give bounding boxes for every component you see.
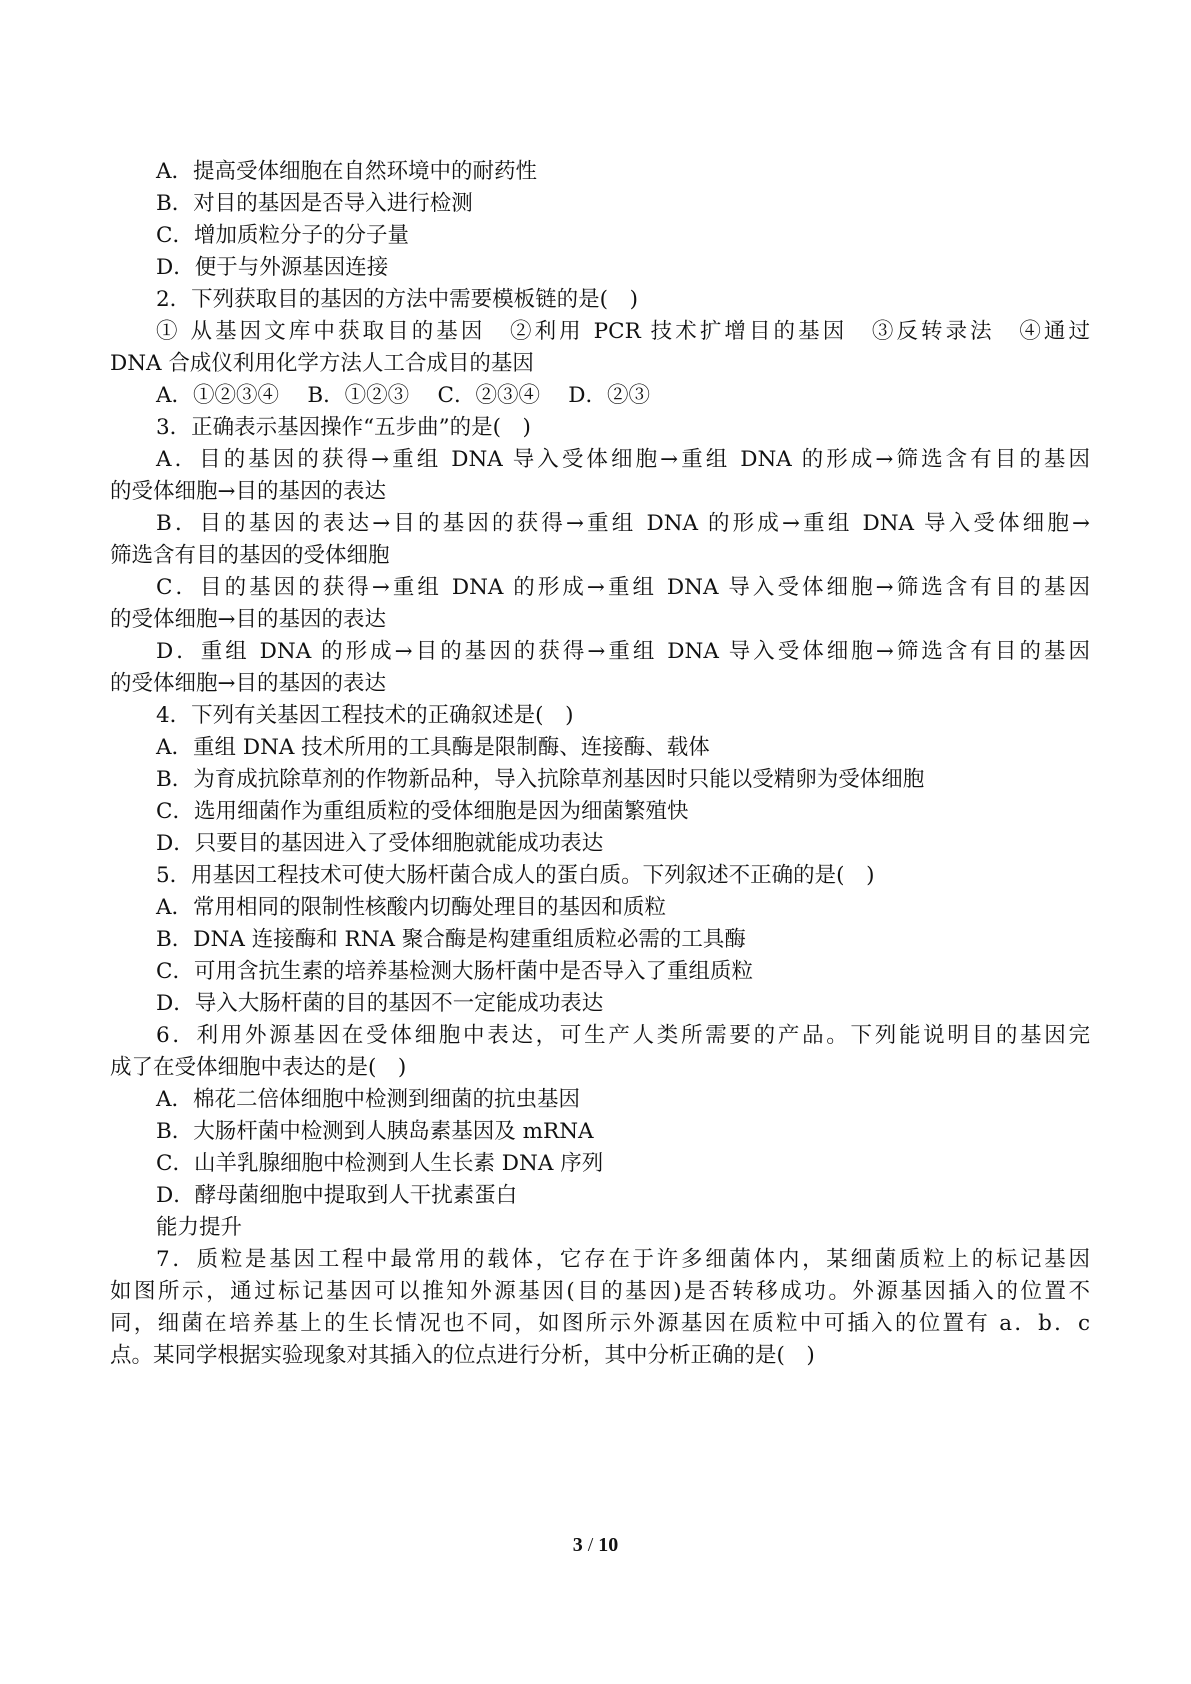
text-line: A．常用相同的限制性核酸内切酶处理目的基因和质粒: [156, 895, 667, 920]
text-line: A．目的基因的获得→重组 DNA 导入受体细胞→重组 DNA 的形成→筛选含有目的基因: [156, 447, 1090, 472]
text-line: C．目的基因的获得→重组 DNA 的形成→重组 DNA 导入受体细胞→筛选含有目的基因: [156, 575, 1090, 600]
text-line: A．提高受体细胞在自然环境中的耐药性: [156, 159, 538, 184]
text-line: 点。某同学根据实验现象对其插入的位点进行分析，其中分析正确的是( ): [110, 1343, 815, 1368]
page-number-current: 3: [572, 1534, 583, 1556]
text-line: 3．正确表示基因操作“五步曲”的是( ): [156, 415, 531, 440]
text-line: 4．下列有关基因工程技术的正确叙述是( ): [156, 703, 574, 728]
text-line: 的受体细胞→目的基因的表达: [110, 479, 387, 504]
page-number-total: 10: [598, 1534, 619, 1556]
text-line: 的受体细胞→目的基因的表达: [110, 607, 387, 632]
text-line: 7．质粒是基因工程中最常用的载体，它存在于许多细菌体内，某细菌质粒上的标记基因: [156, 1247, 1090, 1272]
text-line: B．对目的基因是否导入进行检测: [156, 191, 473, 216]
text-line: 筛选含有目的基因的受体细胞: [110, 543, 390, 568]
text-line: 2．下列获取目的基因的方法中需要模板链的是( ): [156, 287, 638, 312]
text-line: 成了在受体细胞中表达的是( ): [110, 1055, 407, 1080]
text-line: C．山羊乳腺细胞中检测到人生长素 DNA 序列: [156, 1151, 604, 1176]
text-line: A．①②③④ B．①②③ C．②③④ D．②③: [156, 383, 651, 408]
text-line: A．棉花二倍体细胞中检测到细菌的抗虫基因: [156, 1087, 581, 1112]
text-line: A．重组 DNA 技术所用的工具酶是限制酶、连接酶、载体: [156, 735, 710, 760]
text-line: C．增加质粒分子的分子量: [156, 223, 409, 248]
text-line: C．可用含抗生素的培养基检测大肠杆菌中是否导入了重组质粒: [156, 959, 753, 984]
text-line: 能力提升: [156, 1215, 243, 1240]
text-line: DNA 合成仪利用化学方法人工合成目的基因: [110, 351, 534, 376]
text-line: 的受体细胞→目的基因的表达: [110, 671, 387, 696]
page-number: [0, 1534, 1191, 1557]
text-line: D．酵母菌细胞中提取到人干扰素蛋白: [156, 1183, 518, 1208]
text-line: D．导入大肠杆菌的目的基因不一定能成功表达: [156, 991, 604, 1016]
text-line: B．目的基因的表达→目的基因的获得→重组 DNA 的形成→重组 DNA 导入受体细胞→: [156, 511, 1090, 536]
text-line: 如图所示，通过标记基因可以推知外源基因(目的基因)是否转移成功。外源基因插入的位置不: [110, 1279, 1090, 1304]
text-line: B．大肠杆菌中检测到人胰岛素基因及 mRNA: [156, 1119, 594, 1144]
page-content: [110, 156, 1090, 1372]
page-number-separator: /: [582, 1534, 599, 1556]
text-line: B．DNA 连接酶和 RNA 聚合酶是构建重组质粒必需的工具酶: [156, 927, 746, 952]
text-line: C．选用细菌作为重组质粒的受体细胞是因为细菌繁殖快: [156, 799, 689, 824]
text-line: 5．用基因工程技术可使大肠杆菌合成人的蛋白质。下列叙述不正确的是( ): [156, 863, 875, 888]
text-line: ① 从基因文库中获取目的基因 ②利用 PCR 技术扩增目的基因 ③反转录法 ④通过: [156, 319, 1090, 344]
text-line: 同，细菌在培养基上的生长情况也不同，如图所示外源基因在质粒中可插入的位置有 a．b．c: [110, 1311, 1090, 1336]
text-line: B．为育成抗除草剂的作物新品种，导入抗除草剂基因时只能以受精卵为受体细胞: [156, 767, 925, 792]
text-line: D．只要目的基因进入了受体细胞就能成功表达: [156, 831, 604, 856]
text-line: D．便于与外源基因连接: [156, 255, 389, 280]
text-line: D．重组 DNA 的形成→目的基因的获得→重组 DNA 导入受体细胞→筛选含有目的基因: [156, 639, 1090, 664]
text-line: 6．利用外源基因在受体细胞中表达，可生产人类所需要的产品。下列能说明目的基因完: [156, 1023, 1090, 1048]
